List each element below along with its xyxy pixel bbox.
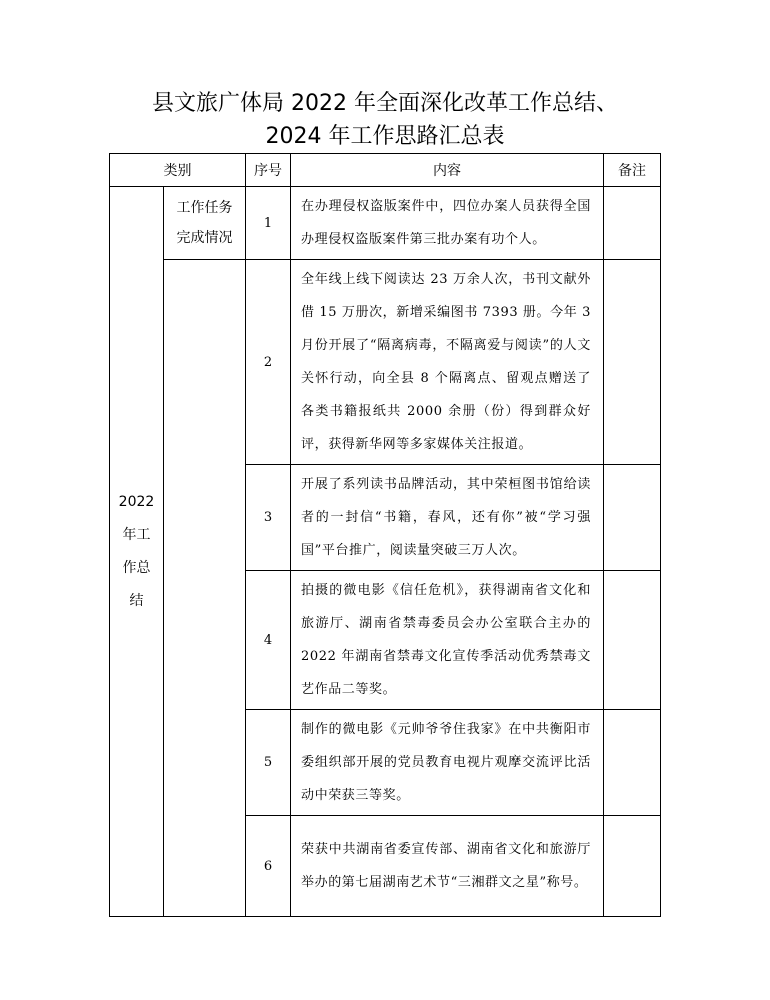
row-number: 3 [246,465,291,571]
row-note [604,187,661,260]
row-number: 4 [246,571,291,710]
header-category: 类别 [110,154,246,187]
header-content: 内容 [291,154,604,187]
page-title-line-1: 县文旅广体局 2022 年全面深化改革工作总结、 [152,91,618,116]
row-number: 5 [246,710,291,816]
header-number: 序号 [246,154,291,187]
section-label [110,187,164,917]
row-note [604,465,661,571]
section-label-text: 2022 年工作总结 [118,493,155,609]
row-content: 全年线上线下阅读达 23 万余人次，书刊文献外借 15 万册次，新增采编图书 7393 册。今年 3 月份开展了“隔离病毒，不隔离爱与阅读”的人文关怀行动，向全县 8 个隔离点、留观点赠送了各类书籍报纸共 2000 余册（份）得到群众好评，获得新华网等多家媒体关注报道。 [291,260,604,465]
row-note [604,260,661,465]
page-title-line-2: 2024 年工作思路汇总表 [265,124,505,149]
subcategory-label [164,187,246,260]
row-content: 荣获中共湖南省委宣传部、湖南省文化和旅游厅举办的第七届湖南艺术节“三湘群文之星”称号。 [291,816,604,917]
row-note [604,710,661,816]
row-content: 拍摄的微电影《信任危机》，获得湖南省文化和旅游厅、湖南省禁毒委员会办公室联合主办的 2022 年湖南省禁毒文化宣传季活动优秀禁毒文艺作品二等奖。 [291,571,604,710]
header-note: 备注 [604,154,661,187]
summary-table [109,153,661,917]
subcategory-empty [164,260,246,917]
table-row [110,187,661,260]
row-number: 1 [246,187,291,260]
table-header-row [110,154,661,187]
row-number: 2 [246,260,291,465]
row-content: 制作的微电影《元帅爷爷住我家》在中共衡阳市委组织部开展的党员教育电视片观摩交流评比活动中荣获三等奖。 [291,710,604,816]
table-row [110,260,661,465]
row-content: 在办理侵权盗版案件中，四位办案人员获得全国办理侵权盗版案件第三批办案有功个人。 [291,187,604,260]
subcategory-label-text: 工作任务完成情况 [176,200,233,246]
row-note [604,571,661,710]
row-number: 6 [246,816,291,917]
row-content: 开展了系列读书品牌活动，其中荣桓图书馆给读者的一封信“书籍，春风，还有你”被“学习强国”平台推广，阅读量突破三万人次。 [291,465,604,571]
row-note [604,816,661,917]
